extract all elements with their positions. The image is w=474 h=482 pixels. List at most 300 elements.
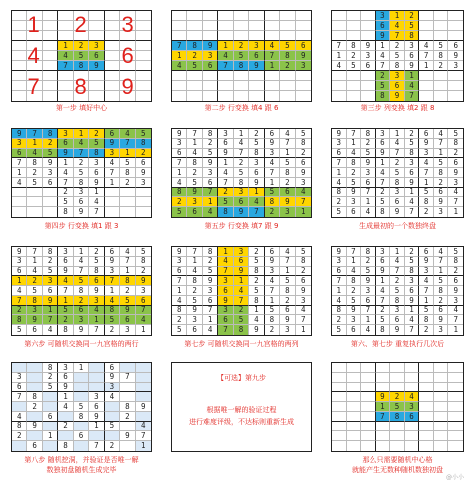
grid-cell <box>434 71 449 81</box>
caption-random-center-line2: 就能产生无数种随机数独初盘 <box>352 466 443 474</box>
grid-cell: 9 <box>203 41 218 51</box>
grid-cell: 3 <box>12 139 27 149</box>
grid-cell: 7 <box>296 315 311 325</box>
grid-cell: 6 <box>203 178 218 188</box>
grid-cell: 7 <box>376 296 391 306</box>
grid-cell: 4 <box>419 41 434 51</box>
grid-cell <box>448 71 463 81</box>
grid-cell: 7 <box>376 412 391 422</box>
grid-cell <box>120 188 135 198</box>
grid-cell <box>136 207 151 217</box>
grid-cell: 7 <box>434 139 449 149</box>
grid-cell: 4 <box>234 139 249 149</box>
grid-cell: 3 <box>332 139 347 149</box>
grid-cell: 7 <box>265 168 280 178</box>
grid-cell: 8 <box>58 441 73 451</box>
grid-cell: 2 <box>390 276 405 286</box>
grid-cell <box>249 21 264 31</box>
grid-cell: 3 <box>390 71 405 81</box>
grid-cell: 5 <box>234 315 249 325</box>
grid-cell: 1 <box>347 139 362 149</box>
grid-cell: 6 <box>12 149 27 159</box>
grid-cell <box>12 188 27 198</box>
grid-cell: 1 <box>172 286 187 296</box>
grid-cell: 3 <box>376 129 391 139</box>
grid-cell: 6 <box>203 61 218 71</box>
grid-cell: 8 <box>361 129 376 139</box>
grid-cell <box>347 21 362 31</box>
grid-cell <box>249 11 264 21</box>
grid-cell: 6 <box>265 129 280 139</box>
grid-cell: 7 <box>218 178 233 188</box>
grid-cell <box>89 431 104 441</box>
grid-cell <box>434 21 449 31</box>
grid-cell: 5 <box>390 168 405 178</box>
caption-repeated: 第六、第七步 重复执行几次后 <box>350 340 445 348</box>
grid-cell <box>448 402 463 412</box>
grid-cell: 2 <box>376 306 391 316</box>
grid-cell: 8 <box>187 158 202 168</box>
grid-cell: 9 <box>172 129 187 139</box>
grid-cell: 6 <box>234 197 249 207</box>
grid-cell <box>448 412 463 422</box>
grid-cell: 8 <box>27 158 42 168</box>
grid-cell: 3 <box>74 315 89 325</box>
grid-cell <box>434 422 449 432</box>
grid-cell: 8 <box>296 139 311 149</box>
grid-cell <box>332 373 347 383</box>
grid-cell: 2 <box>361 257 376 267</box>
grid-cell: 4 <box>120 247 135 257</box>
grid-cell: 6 <box>136 296 151 306</box>
grid-cell: 3 <box>58 247 73 257</box>
grid-cell <box>234 31 249 41</box>
grid-cell: 9 <box>249 325 264 335</box>
grid-cell <box>405 363 420 373</box>
grid-cell: 4 <box>12 412 27 422</box>
grid-cell: 6 <box>12 383 27 393</box>
grid-cell: 8 <box>280 168 295 178</box>
grid-cell <box>105 431 120 441</box>
grid-cell: 3 <box>12 373 27 383</box>
grid-cell: 4 <box>361 207 376 217</box>
grid-cell: 1 <box>43 431 58 441</box>
grid-cell <box>405 373 420 383</box>
grid-cell <box>332 441 347 451</box>
grid-cell: 4 <box>89 197 104 207</box>
grid-cell: 1 <box>74 129 89 139</box>
grid-cell <box>419 431 434 441</box>
grid-cell: 5 <box>43 267 58 277</box>
grid-cell: 2 <box>105 325 120 335</box>
grid-cell: 7 <box>361 188 376 198</box>
grid-cell: 2 <box>27 276 42 286</box>
grid-cell: 8 <box>249 267 264 277</box>
grid-cell: 2 <box>43 139 58 149</box>
grid-cell: 1 <box>89 422 104 432</box>
grid-cell: 4 <box>43 325 58 335</box>
grid-cell: 3 <box>434 325 449 335</box>
grid-cell: 2 <box>136 149 151 159</box>
grid-cell: 4 <box>218 257 233 267</box>
grid-cell <box>187 71 202 81</box>
grid-cell: 4 <box>249 315 264 325</box>
grid-cell <box>434 402 449 412</box>
grid-cell: 7 <box>89 325 104 335</box>
grid-cell <box>187 31 202 41</box>
grid-cell <box>203 21 218 31</box>
grid-cell: 9 <box>43 158 58 168</box>
grid-cell: 4 <box>265 41 280 51</box>
grid-cell: 7 <box>58 178 73 188</box>
grid-cell: 5 <box>43 149 58 159</box>
grid-cell: 6 <box>27 441 42 451</box>
grid-cell: 5 <box>434 276 449 286</box>
grid-cell <box>120 383 135 393</box>
grid-cell: 6 <box>58 373 73 383</box>
grid-cell: 2 <box>120 286 135 296</box>
grid-cell: 8 <box>120 276 135 286</box>
grid-cell: 8 <box>280 51 295 61</box>
grid-cell: 3 <box>43 168 58 178</box>
grid-cell: 7 <box>434 257 449 267</box>
grid-cell: 2 <box>347 51 362 61</box>
grid-cell: 9 <box>296 286 311 296</box>
grid-cell <box>265 71 280 81</box>
grid-cell <box>43 441 58 451</box>
grid-cell <box>203 91 218 101</box>
grid-cell: 8 <box>347 41 362 51</box>
grid-cell: 3 <box>361 168 376 178</box>
grid-cell: 5 <box>58 306 73 316</box>
grid-cell: 8 <box>234 325 249 335</box>
grid-cell: 3 <box>234 247 249 257</box>
grid-cell: 7 <box>74 149 89 159</box>
grid-cell <box>58 412 73 422</box>
grid-cell: 1 <box>376 402 391 412</box>
grid-cell: 1 <box>265 178 280 188</box>
grid-cell: 5 <box>218 197 233 207</box>
grid-cell: 9 <box>361 41 376 51</box>
grid-cell: 9 <box>203 276 218 286</box>
grid-cell <box>12 363 27 373</box>
grid-cell <box>43 197 58 207</box>
grid-cell: 2 <box>434 61 449 71</box>
grid-cell: 9 <box>347 188 362 198</box>
grid-cell: 7 <box>448 315 463 325</box>
grid-cell <box>332 422 347 432</box>
grid-cell: 6 <box>280 188 295 198</box>
sudoku-grid-step5 <box>171 128 312 218</box>
grid-cell: 9 <box>136 276 151 286</box>
grid-cell <box>448 31 463 41</box>
grid-cell: 7 <box>390 31 405 41</box>
grid-cell: 3 <box>265 267 280 277</box>
grid-cell <box>27 363 42 373</box>
grid-cell: 4 <box>376 51 391 61</box>
grid-cell: 5 <box>376 81 391 91</box>
grid-cell <box>376 431 391 441</box>
grid-cell: 8 <box>280 286 295 296</box>
grid-cell: 4 <box>74 139 89 149</box>
grid-cell <box>172 81 187 91</box>
grid-cell <box>296 11 311 21</box>
grid-cell: 2 <box>249 247 264 257</box>
grid-cell: 2 <box>74 41 89 51</box>
grid-cell <box>265 91 280 101</box>
grid-cell: 4 <box>218 168 233 178</box>
grid-cell: 9 <box>27 315 42 325</box>
grid-cell: 7 <box>58 61 73 71</box>
grid-cell: 1 <box>58 296 73 306</box>
grid-cell: 5 <box>347 61 362 71</box>
grid-cell <box>332 31 347 41</box>
grid-cell: 2 <box>265 325 280 335</box>
caption-random-center: 那么只需要随机中心格 <box>362 456 433 464</box>
grid-cell: 2 <box>296 149 311 159</box>
grid-cell: 4 <box>234 286 249 296</box>
grid-cell: 5 <box>361 149 376 159</box>
grid-cell: 3 <box>376 247 391 257</box>
grid-cell: 9 <box>434 197 449 207</box>
grid-cell: 2 <box>280 178 295 188</box>
grid-cell <box>280 91 295 101</box>
grid-cell: 9 <box>218 149 233 159</box>
grid-cell: 1 <box>120 267 135 277</box>
grid-cell: 6 <box>361 61 376 71</box>
grid-cell: 2 <box>280 296 295 306</box>
grid-cell: 5 <box>448 247 463 257</box>
grid-cell: 5 <box>249 139 264 149</box>
grid-cell: 2 <box>434 178 449 188</box>
grid-cell: 5 <box>89 257 104 267</box>
grid-cell: 8 <box>172 306 187 316</box>
grid-cell <box>376 441 391 451</box>
grid-cell <box>74 441 89 451</box>
grid-cell: 6 <box>105 363 120 373</box>
grid-cell: 8 <box>448 139 463 149</box>
grid-cell <box>347 81 362 91</box>
grid-cell: 4 <box>434 129 449 139</box>
grid-cell: 9 <box>12 129 27 139</box>
grid-cell: 4 <box>89 306 104 316</box>
grid-cell <box>347 392 362 402</box>
grid-cell: 1 <box>390 11 405 21</box>
grid-cell: 3 <box>405 402 420 412</box>
grid-cell: 9 <box>405 61 420 71</box>
grid-cell: 5 <box>332 325 347 335</box>
grid-cell: 8 <box>74 412 89 422</box>
grid-cell: 6 <box>172 149 187 159</box>
grid-cell: 5 <box>12 325 27 335</box>
grid-cell: 4 <box>332 296 347 306</box>
grid-cell: 8 <box>361 247 376 257</box>
grid-cell: 4 <box>120 129 135 139</box>
grid-cell: 7 <box>419 286 434 296</box>
grid-cell <box>136 373 151 383</box>
grid-cell: 9 <box>265 139 280 149</box>
grid-cell: 8 <box>434 286 449 296</box>
grid-cell: 6 <box>434 188 449 198</box>
grid-cell: 8 <box>419 315 434 325</box>
grid-cell: 1 <box>218 158 233 168</box>
grid-cell <box>74 383 89 393</box>
grid-cell: 1 <box>390 129 405 139</box>
grid-cell: 4 <box>376 286 391 296</box>
grid-cell: 3 <box>105 267 120 277</box>
grid-cell: 3 <box>203 168 218 178</box>
grid-cell: 8 <box>332 306 347 316</box>
grid-cell <box>390 441 405 451</box>
grid-cell: 5 <box>234 168 249 178</box>
grid-cell: 5 <box>249 286 264 296</box>
grid-cell: 7 <box>120 257 135 267</box>
grid-cell: 8 <box>376 91 391 101</box>
grid-cell: 7 <box>347 247 362 257</box>
grid-cell: 5 <box>172 207 187 217</box>
grid-cell: 6 <box>203 296 218 306</box>
grid-cell: 8 <box>434 51 449 61</box>
grid-cell <box>434 412 449 422</box>
grid-cell: 8 <box>347 276 362 286</box>
grid-cell: 5 <box>390 286 405 296</box>
grid-cell: 5 <box>187 178 202 188</box>
grid-cell: 9 <box>419 257 434 267</box>
grid-cell: 8 <box>376 325 391 335</box>
grid-cell: 9 <box>347 306 362 316</box>
grid-cell: 3 <box>280 207 295 217</box>
grid-cell: 3 <box>296 178 311 188</box>
big-number-8: 8 <box>74 73 87 99</box>
grid-cell: 7 <box>89 441 104 451</box>
grid-cell: 8 <box>12 422 27 432</box>
grid-cell: 2 <box>172 315 187 325</box>
grid-cell: 9 <box>136 168 151 178</box>
grid-cell: 2 <box>74 296 89 306</box>
grid-cell: 9 <box>265 257 280 267</box>
grid-cell: 3 <box>218 129 233 139</box>
grid-cell: 9 <box>74 207 89 217</box>
grid-cell: 3 <box>136 178 151 188</box>
big-number-3: 3 <box>121 12 134 38</box>
grid-cell: 1 <box>434 267 449 277</box>
grid-cell: 8 <box>234 178 249 188</box>
grid-cell: 8 <box>332 188 347 198</box>
grid-cell: 7 <box>361 306 376 316</box>
grid-cell: 5 <box>390 402 405 412</box>
grid-cell: 9 <box>89 412 104 422</box>
grid-cell: 2 <box>448 149 463 159</box>
grid-cell: 7 <box>405 325 420 335</box>
grid-cell <box>347 431 362 441</box>
grid-cell: 6 <box>419 247 434 257</box>
grid-cell <box>405 441 420 451</box>
grid-cell <box>361 81 376 91</box>
grid-cell: 8 <box>89 267 104 277</box>
grid-cell: 7 <box>347 129 362 139</box>
grid-cell <box>347 373 362 383</box>
grid-cell: 6 <box>249 51 264 61</box>
grid-cell <box>105 188 120 198</box>
grid-cell: 2 <box>172 197 187 207</box>
grid-cell <box>332 402 347 412</box>
grid-cell: 2 <box>332 197 347 207</box>
grid-cell: 6 <box>280 306 295 316</box>
grid-cell: 8 <box>172 188 187 198</box>
grid-cell: 1 <box>249 306 264 316</box>
grid-cell: 2 <box>361 139 376 149</box>
grid-cell: 5 <box>249 257 264 267</box>
grid-cell: 8 <box>58 207 73 217</box>
grid-cell <box>43 422 58 432</box>
grid-cell: 7 <box>405 91 420 101</box>
grid-cell <box>89 383 104 393</box>
grid-cell <box>89 363 104 373</box>
grid-cell: 6 <box>43 286 58 296</box>
grid-cell: 4 <box>296 188 311 198</box>
grid-cell: 8 <box>187 41 202 51</box>
grid-cell <box>265 81 280 91</box>
grid-cell: 3 <box>361 51 376 61</box>
grid-cell: 9 <box>448 168 463 178</box>
grid-cell <box>249 81 264 91</box>
caption-step1: 第一步 填好中心 <box>55 104 108 112</box>
grid-cell: 9 <box>120 306 135 316</box>
grid-cell: 5 <box>296 247 311 257</box>
grid-cell: 2 <box>120 412 135 422</box>
grid-cell <box>376 373 391 383</box>
grid-cell: 1 <box>27 257 42 267</box>
grid-cell: 8 <box>136 257 151 267</box>
grid-cell: 8 <box>105 306 120 316</box>
grid-cell: 3 <box>332 257 347 267</box>
grid-cell: 9 <box>74 325 89 335</box>
grid-cell: 2 <box>89 129 104 139</box>
grid-cell: 3 <box>296 296 311 306</box>
grid-cell: 1 <box>89 188 104 198</box>
grid-cell: 7 <box>120 139 135 149</box>
grid-cell <box>172 31 187 41</box>
grid-cell <box>43 402 58 412</box>
grid-cell: 8 <box>390 412 405 422</box>
grid-cell <box>58 431 73 441</box>
step9-title: 【可选】第九步 <box>217 374 266 382</box>
grid-cell: 4 <box>27 149 42 159</box>
grid-cell <box>347 422 362 432</box>
grid-cell: 2 <box>12 306 27 316</box>
grid-cell: 9 <box>89 286 104 296</box>
sudoku-grid-step6 <box>11 246 152 336</box>
grid-cell: 7 <box>187 247 202 257</box>
grid-cell <box>434 431 449 441</box>
grid-cell: 1 <box>361 197 376 207</box>
grid-cell: 7 <box>218 61 233 71</box>
grid-cell: 1 <box>172 168 187 178</box>
grid-cell: 2 <box>120 178 135 188</box>
grid-cell: 6 <box>347 207 362 217</box>
grid-cell <box>187 91 202 101</box>
grid-cell: 7 <box>27 247 42 257</box>
grid-cell: 4 <box>296 306 311 316</box>
grid-cell <box>448 21 463 31</box>
grid-cell <box>419 71 434 81</box>
grid-cell: 2 <box>43 257 58 267</box>
grid-cell: 9 <box>105 257 120 267</box>
grid-cell <box>448 11 463 21</box>
grid-cell: 1 <box>405 188 420 198</box>
grid-cell: 5 <box>105 422 120 432</box>
sudoku-grid-step4 <box>11 128 152 218</box>
